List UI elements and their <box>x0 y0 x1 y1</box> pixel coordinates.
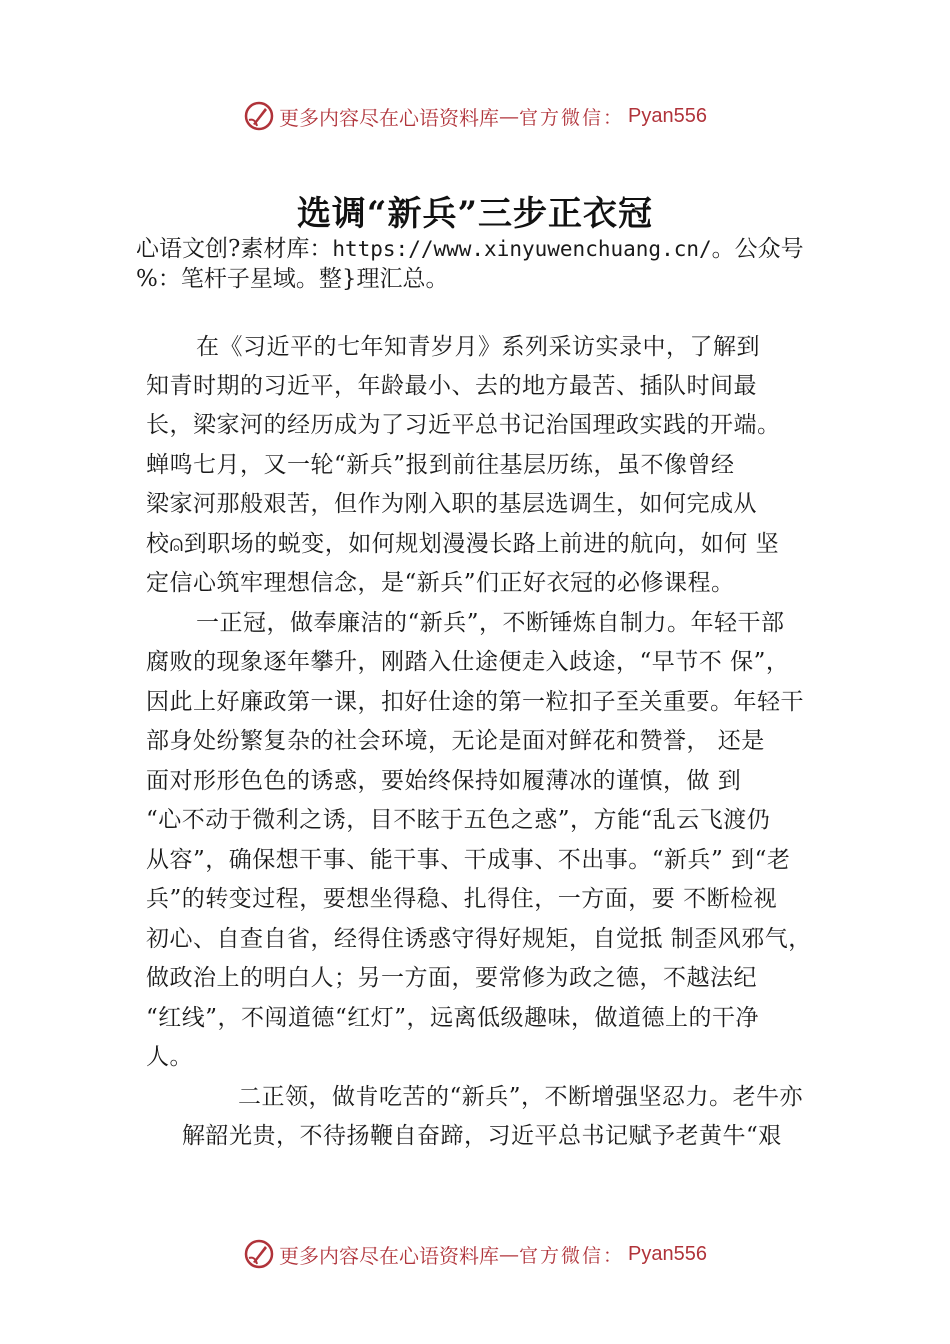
body-line: 从容”，确保想干事、能干事、干成事、不出事。“新兵” 到“老 <box>146 847 791 873</box>
source-prefix: 心语文创?素材库： <box>136 236 333 262</box>
body-line: 长，梁家河的经历成为了习近平总书记治国理政实践的开端。 <box>146 412 781 438</box>
source-note <box>136 234 846 294</box>
document-title: 选调“新兵”三步正衣冠 <box>296 194 654 234</box>
body-line: 定信心筑牢理想信念，是“新兵”们正好衣冠的必修课程。 <box>146 570 735 596</box>
body-line: 腐败的现象逐年攀升，刚踏入仕途便走入歧途，“早节不 保”， <box>146 649 790 675</box>
banner-separator: — <box>499 104 519 128</box>
body-line: 兵”的转变过程，要想坐得稳、扎得住，一方面，要 不断检视 <box>146 886 778 912</box>
source-line-2: %：笔杆子星域。整}理汇总。 <box>136 266 449 292</box>
body-line: 因此上好廉政第一课，扣好仕途的第一粒扣子至关重要。年轻干 <box>146 689 804 715</box>
banner-separator: — <box>499 1242 519 1266</box>
body-line: 部身处纷繁复杂的社会环境，无论是面对鲜花和赞誉， 还是 <box>146 728 765 754</box>
quill-logo-icon <box>243 100 275 132</box>
banner-main-text: 更多内容尽在心语资料库 <box>279 105 499 130</box>
banner-wechat-id: Pyan556 <box>628 1242 707 1265</box>
body-line: 一正冠，做奉廉洁的“新兵”，不断锤炼自制力。年轻干部 <box>196 610 785 636</box>
body-line: 二正领，做肯吃苦的“新兵”，不断增强坚忍力。老牛亦 <box>238 1084 804 1110</box>
source-suffix: 。公众号 <box>711 236 804 262</box>
banner-wechat-label: 官方微信： <box>519 1244 625 1267</box>
source-url: https://www.xinyuwenchuang.cn/ <box>332 237 712 261</box>
footer-banner <box>0 1234 950 1274</box>
body-line: 蝉鸣七月，又一轮“新兵”报到前往基层历练，虽不像曾经 <box>146 452 735 478</box>
header-banner <box>0 96 950 136</box>
body-line: 初心、自查自省，经得住诱惑守得好规矩，自觉抵 制歪风邪气， <box>146 926 812 952</box>
body-line: 知青时期的习近平，年龄最小、去的地方最苦、插队时间最 <box>146 373 757 399</box>
banner-wechat-id: Pyan556 <box>628 104 707 127</box>
body-line: 在《习近平的七年知青岁月》系列采访实录中，了解到 <box>196 334 760 360</box>
body-line: 做政治上的明白人；另一方面，要常修为政之德，不越法纪 <box>146 965 757 991</box>
banner-wechat-label: 官方微信： <box>519 106 625 129</box>
body-line: “心不动于微利之诱，目不眩于五色之惑”，方能“乱云飞渡仍 <box>146 807 771 833</box>
body-line: 校⍝到职场的蜕变，如何规划漫漫长路上前进的航向，如何 坚 <box>146 531 780 557</box>
banner-main-text: 更多内容尽在心语资料库 <box>279 1243 499 1268</box>
body-line: 解韶光贵，不待扬鞭自奋蹄，习近平总书记赋予老黄牛“艰 <box>182 1123 782 1149</box>
body-line: 梁家河那般艰苦，但作为刚入职的基层选调生，如何完成从 <box>146 491 757 517</box>
body-line: 人。 <box>146 1044 193 1070</box>
quill-logo-icon <box>243 1238 275 1270</box>
body-line: “红线”，不闯道德“红灯”，远离低级趣味，做道德上的干净 <box>146 1005 760 1031</box>
body-line: 面对形形色色的诱惑，要始终保持如履薄冰的谨慎，做 到 <box>146 768 742 794</box>
